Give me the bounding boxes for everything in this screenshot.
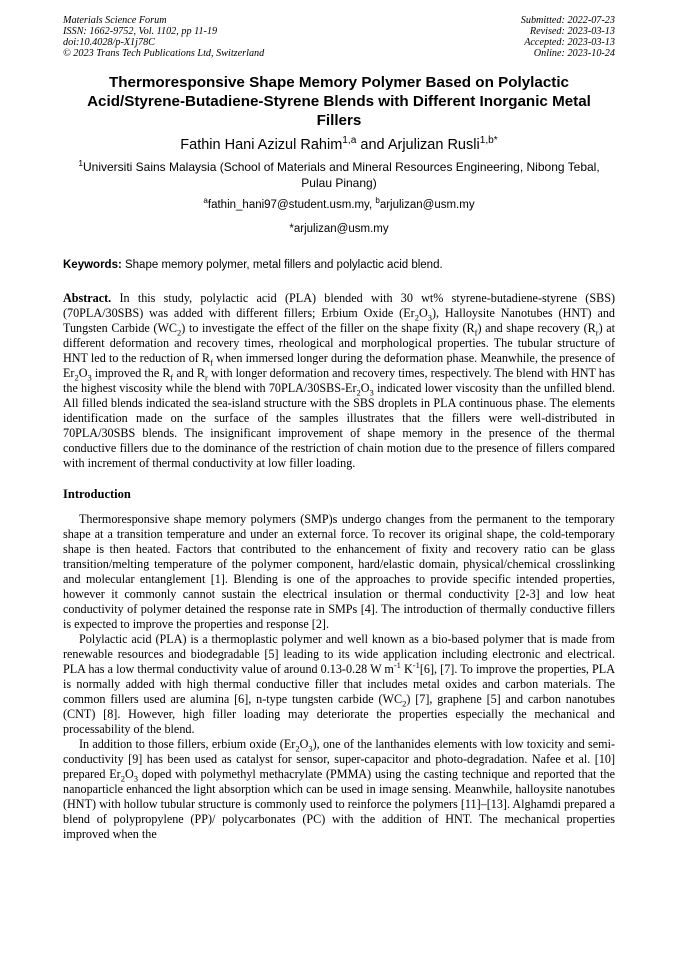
keywords-text: Shape memory polymer, metal fillers and polylactic acid blend. [121, 259, 443, 271]
author-name: Fathin Hani Azizul Rahim [180, 137, 343, 153]
journal-issn: ISSN: 1662-9752, Vol. 1102, pp 11-19 [63, 26, 218, 37]
abstract [63, 291, 615, 471]
section-heading-introduction: Introduction [63, 487, 131, 501]
email-mark: a [203, 196, 208, 206]
journal-doi: doi:10.4028/p-X1j78C [63, 37, 155, 48]
body-paragraph: Polylactic acid (PLA) is a thermoplastic polymer and well known as a bio-based polymer that is made from renewable resources and biodegradable [5] leading to its wide application including electronic and electrical. PLA has a low thermal conductivity value of around 0.13-0.28 W $m^{-1}$ $K^{-1}[6]$, [7]. To improve the properties, PLA is normally added with high thermal conductive filler that includes metal oxides and carbon materials. The common fillers used are alumina [6], n-type tungsten carbide $(WC_2)$ [7], graphene [5] and carbon nanotubes (CNT) [8]. However, high filler loading may deteriorate the properties especially the mechanical and processability of the blend. [63, 632, 615, 736]
abstract-label: Abstract. [63, 291, 112, 305]
author-emails [63, 198, 615, 213]
email-link[interactable]: fathin_hani97@student.usm.my, [207, 199, 376, 211]
author-affiliation-mark: 1,b* [479, 135, 498, 147]
date-submitted: Submitted: 2022-07-23 [520, 15, 615, 26]
journal-header [63, 15, 615, 59]
paper-title: Thermoresponsive Shape Memory Polymer Based on Polylactic Acid/Styrene-Butadiene-Styrene Blends with Different Inorganic Metal Fillers [87, 74, 591, 129]
author-separator: and [356, 137, 388, 153]
author-list [63, 136, 615, 154]
keywords [63, 258, 615, 273]
keywords-label: Keywords: [63, 259, 122, 271]
date-revised: Revised: 2023-03-13 [529, 26, 615, 37]
journal-info [63, 15, 264, 59]
corresponding-email[interactable]: *arjulizan@usm.my [289, 223, 389, 235]
journal-name: Materials Science Forum [63, 15, 167, 26]
affiliation [63, 159, 615, 191]
body-paragraph: In addition to those fillers, erbium oxide $(Er_2O_3)$, one of the lanthanides elements with low toxicity and semi-conductivity [9] has been used as catalyst for sensor, super-capacitor and photo-degradation. Nafee et al. [10] prepared $Er_2O_3$ doped with polymethyl methacrylate (PMMA) using the casting technique and reported that the nanoparticle enhanced the light absorption which can be used in image sensing. Meanwhile, halloysite nanotubes (HNT) with hollow tubular structure is commonly used to reinforce the polymers [11]–[13]. Alghamdi prepared a blend of polypropylene (PP)/ polycarbonates (PC) with the addition of HNT. The mechanical properties improved when the [63, 737, 616, 841]
abstract-text: In this study, polylactic acid (PLA) blended with 30 wt% styrene-butadiene-styrene (SBS) (70PLA/30SBS) was added with different fillers; Erbium Oxide $(Er_2O_3)$, Halloysite Nanotubes (HNT) and Tungsten Carbide $(WC_2)$ to investigate the effect of the filler on the shape fixity $(R_f)$ and shape recovery $(R_r)$ at different deformation and recovery times, rheological and morphological properties. The tubular structure of HNT led to the reduction of $R_f$ when immersed longer during the deformation phase. Meanwhile, the presence of $Er_2O_3$ improved the $R_f$ and $R_r$ with longer deformation and recovery times, respectively. The blend with HNT has the highest viscosity while the blend with $70PLA/30SBS-Er_2O_3$ indicated lower viscosity than the unfilled blend. All filled blends indicated the sea-island structure with the SBS droplets in PLA continuous phase. The elements identification made on the surface of the samples illustrates that the fillers were well-distributed in 70PLA/30SBS blends. The insignificant improvement of shape memory in the presence of the thermal conductive fillers due to the dominance of the restriction of chain motion due to the presence of fillers compared with increment of thermal conductivity at low filler loading. [63, 291, 616, 470]
email-mark: b [375, 196, 380, 206]
submission-dates [521, 15, 615, 59]
journal-copyright: © 2023 Trans Tech Publications Ltd, Switzerland [63, 48, 265, 59]
date-accepted: Accepted: 2023-03-13 [524, 37, 615, 48]
author-name: Arjulizan Rusli [387, 137, 480, 153]
date-online: Online: 2023-10-24 [533, 48, 615, 59]
body-paragraph: Thermoresponsive shape memory polymers (SMP)s undergo changes from the permanent to the temporary shape at a transition temperature and under an external force. To recover its original shape, the cold-temporary shape is then heated. Factors that contributed to the enhancement of fixity and recovery ratio can be glass transition/melting temperature of the polymer component, hard/elastic domain, physical/chemical crosslinking and molecular entanglement [1]. Blending is one of the approaches to provide specific intended properties, however it commonly cannot sustain the electrical insulation or thermal conductivity [2-3] and low heat conductivity of polymer detained the response rate in SMPs [4]. The introduction of thermally conductive fillers is expected to improve the properties and response [2]. [63, 512, 615, 631]
email-link[interactable]: arjulizan@usm.my [379, 199, 475, 211]
affiliation-text: Universiti Sains Malaysia (School of Materials and Mineral Resources Engineering, Nibong Tebal, Pulau Pinang) [82, 160, 600, 190]
affiliation-mark: 1 [78, 158, 83, 168]
paper-page [63, 15, 615, 842]
author-affiliation-mark: 1,a [342, 135, 357, 147]
